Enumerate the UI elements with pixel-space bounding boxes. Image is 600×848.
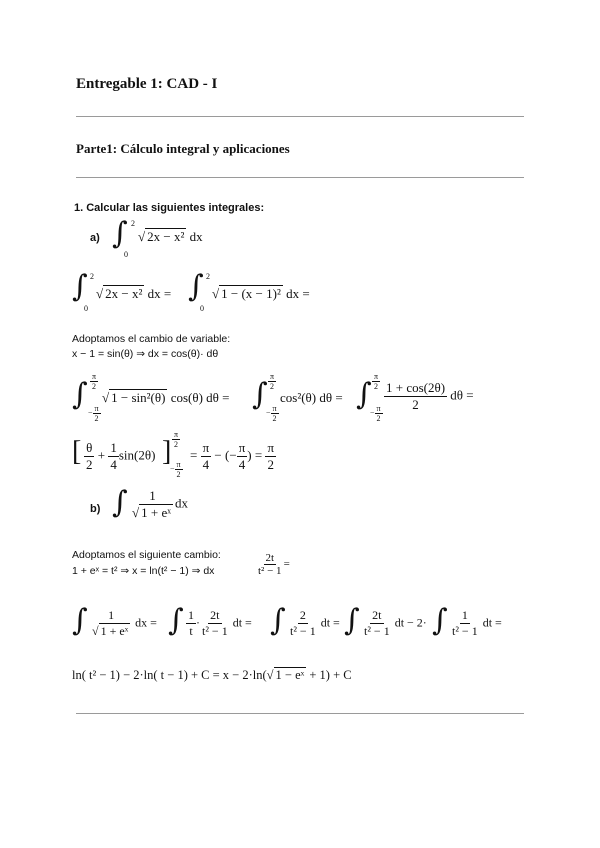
expression: $\frac{\theta}{2}$ + $\frac{1}{4}$ sin(2θ) bbox=[86, 440, 156, 472]
fraction: $\frac{1}{t}$ bbox=[188, 608, 194, 638]
integral-sign: ∫ bbox=[72, 377, 88, 412]
math-text: cos²(θ) dθ = bbox=[280, 390, 343, 405]
upper-limit: $\frac{\pi}{2}$ bbox=[270, 372, 275, 391]
integral-sign: ∫ bbox=[270, 603, 286, 638]
fraction: $\frac{1}{\text{√ 1 + eˣ}}$ bbox=[92, 608, 129, 638]
upper-limit: $\frac{\pi}{2}$ bbox=[374, 372, 379, 391]
math-text: dx = bbox=[286, 286, 310, 301]
fraction: $\frac{\pi}{2}$ bbox=[267, 440, 275, 472]
upper-limit: $\frac{\pi}{2}$ bbox=[174, 430, 179, 449]
integrand: √ 2x − x² dx bbox=[138, 229, 203, 244]
exercise-heading: 1. Calcular las siguientes integrales: bbox=[74, 202, 265, 214]
divider bbox=[76, 116, 524, 117]
fraction: $\frac{\theta}{2}$ bbox=[86, 440, 93, 472]
fraction: $\frac{2t}{\text{t² − 1}}$ bbox=[364, 608, 390, 638]
integral-sign: ∫ bbox=[252, 377, 268, 412]
lower-limit: 0 bbox=[84, 304, 88, 313]
change-equation: x − 1 = sin(θ) ⇒ dx = cos(θ)· dθ bbox=[72, 348, 219, 360]
fraction: $\frac{1 + \cos(2\theta)}{2}$ bbox=[386, 380, 446, 412]
dx: dx bbox=[189, 229, 203, 244]
math-text: dθ = bbox=[450, 387, 474, 403]
part-a-label: a) bbox=[90, 232, 100, 244]
fraction: $\frac{1}{\text{t² − 1}}$ bbox=[452, 608, 478, 638]
fraction: $\frac{\pi}{4}$ bbox=[238, 440, 246, 472]
upper-limit: 2 bbox=[131, 219, 135, 228]
integral-sign: ∫ bbox=[344, 603, 360, 638]
expression: √ 1 − (x − 1)² dx = bbox=[212, 286, 310, 301]
math-text: cos(θ) dθ = bbox=[170, 390, 230, 405]
upper-limit: 2 bbox=[90, 272, 94, 281]
final-result: ln( t² − 1) − 2·ln( t − 1) + C = x − 2·ln(√ 1 − eˣ + 1) + C bbox=[72, 668, 352, 682]
expression: √ 2x − x² dx = bbox=[96, 286, 172, 301]
divider bbox=[76, 177, 524, 178]
expression: $\frac{1}{\text{t² − 1}}$ dt = bbox=[452, 608, 502, 638]
dx: dx bbox=[175, 495, 188, 511]
integral-sign: ∫ bbox=[168, 603, 184, 638]
right-bracket: ] bbox=[162, 436, 172, 467]
integral-sign: ∫ bbox=[72, 269, 88, 304]
math-text: dx = bbox=[147, 286, 172, 301]
integral-sign: ∫ bbox=[112, 485, 128, 520]
expression bbox=[130, 488, 188, 521]
radicand: 2x − x² bbox=[147, 229, 185, 244]
fraction: $\frac{2t}{\text{t² − 1}}$ bbox=[202, 608, 228, 638]
fraction: $\frac{2}{\text{t² − 1}}$ bbox=[290, 608, 316, 638]
expression: $\frac{2t}{\text{t² − 1}}$ = bbox=[258, 552, 290, 577]
lower-limit: − $\frac{\pi}{2}$ bbox=[88, 404, 99, 423]
fraction: $\frac{1}{\text{√ 1 + eˣ}}$ bbox=[132, 488, 171, 520]
section-title: Parte1: Cálculo integral y aplicaciones bbox=[76, 141, 290, 156]
expression bbox=[384, 380, 474, 413]
lower-limit: 0 bbox=[200, 304, 204, 313]
radicand: 2x − x² bbox=[105, 286, 143, 301]
integral-sign: ∫ bbox=[112, 216, 128, 251]
radicand: 1 − sin²(θ) bbox=[111, 390, 166, 405]
expression: $\frac{1}{\text{√ 1 + eˣ}}$ dx = bbox=[92, 608, 157, 638]
integral-sign: ∫ bbox=[72, 603, 88, 638]
fraction: $\frac{1}{4}$ bbox=[110, 440, 117, 472]
fraction: $\frac{2t}{\text{t² − 1}}$ bbox=[258, 552, 282, 577]
fraction: $\frac{\pi}{4}$ bbox=[202, 440, 210, 472]
radicand: 1 − eˣ bbox=[275, 668, 305, 682]
expression: $\frac{1}{t}$ · $\frac{2t}{\text{t² − 1}}$ dt = bbox=[188, 608, 252, 638]
part-b-label: b) bbox=[90, 503, 101, 515]
integral-sign: ∫ bbox=[356, 377, 372, 412]
left-bracket: [ bbox=[72, 436, 82, 467]
lower-limit: 0 bbox=[124, 250, 128, 259]
lower-limit: − $\frac{\pi}{2}$ bbox=[370, 404, 381, 423]
radicand: 1 − (x − 1)² bbox=[221, 286, 281, 301]
upper-limit: $\frac{\pi}{2}$ bbox=[92, 372, 97, 391]
change-intro: Adoptamos el siguiente cambio: bbox=[72, 549, 221, 561]
math-text: sin(2θ) bbox=[118, 447, 156, 463]
change-intro: Adoptamos el cambio de variable: bbox=[72, 333, 231, 345]
lower-limit: − $\frac{\pi}{2}$ bbox=[170, 460, 181, 479]
document-title: Entregable 1: CAD - I bbox=[76, 76, 218, 92]
integral-sign: ∫ bbox=[432, 603, 448, 638]
result-expression: = $\frac{\pi}{4}$ − (− $\frac{\pi}{4}$ ) = $\frac{\pi}{2}$ bbox=[190, 440, 275, 472]
expression: √ 1 − sin²(θ) cos(θ) dθ = bbox=[102, 390, 230, 405]
upper-limit: 2 bbox=[206, 272, 210, 281]
expression: $\frac{2t}{\text{t² − 1}}$ dt − 2· bbox=[364, 608, 427, 638]
change-equation: 1 + eˣ = t² ⇒ x = ln(t² − 1) ⇒ dx bbox=[72, 565, 215, 577]
divider bbox=[76, 713, 524, 714]
lower-limit: − $\frac{\pi}{2}$ bbox=[266, 404, 277, 423]
integral-sign: ∫ bbox=[188, 269, 204, 304]
expression: $\frac{2}{\text{t² − 1}}$ dt = bbox=[290, 608, 340, 638]
